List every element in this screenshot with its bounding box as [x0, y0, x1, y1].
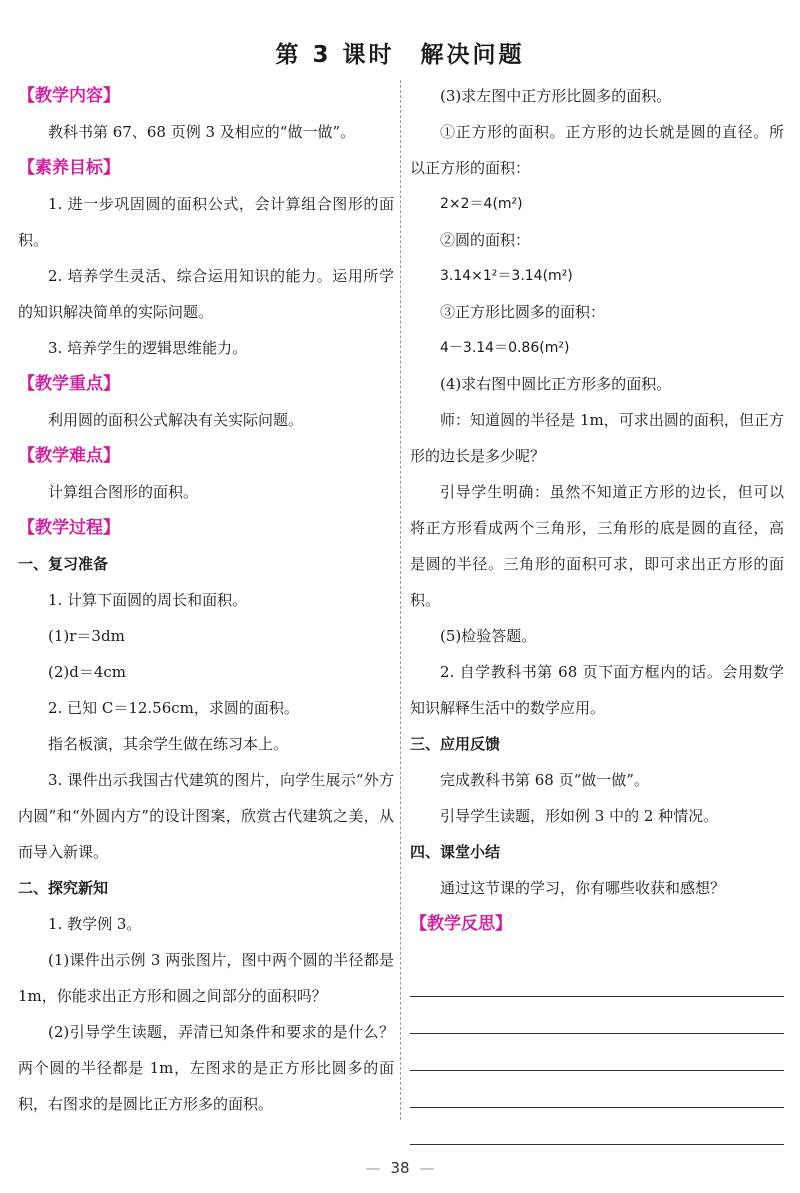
paragraph: 指名板演，其余学生做在练习本上。 [48, 735, 289, 753]
paragraph: 1. 计算下面圆的周长和面积。 [48, 591, 248, 609]
paragraph: 3. 课件出示我国古代建筑的图片，向学生展示“外方内圆”和“外圆内方”的设计图案，欣赏古代建筑之美，从而导入新课。 [18, 771, 394, 861]
paragraph: 引导学生读题，形如例 3 中的 2 种情况。 [440, 807, 719, 825]
paragraph: 2. 已知 C＝12.56cm，求圆的面积。 [48, 699, 299, 717]
goal-item: 1. 进一步巩固圆的面积公式，会计算组合图形的面积。 [18, 195, 394, 249]
page-number: 38 [390, 1159, 410, 1177]
paragraph: 1. 教学例 3。 [48, 915, 142, 933]
paragraph: 完成教科书第 68 页“做一做”。 [440, 771, 649, 789]
paragraph: 师：知道圆的半径是 1m，可求出圆的面积，但正方形的边长是多少呢？ [410, 411, 784, 465]
paragraph: 2. 自学教科书第 68 页下面方框内的话。会用数学知识解释生活中的数学应用。 [410, 663, 784, 717]
paragraph: (4)求右图中圆比正方形多的面积。 [440, 375, 672, 393]
paragraph: (2)引导学生读题，弄清已知条件和要求的是什么？两个圆的半径都是 1m，左图求的是正方形比圆多的面积，右图求的是圆比正方形多的面积。 [18, 1023, 394, 1113]
page-footer [0, 1159, 800, 1177]
paragraph: ①正方形的面积。正方形的边长就是圆的直径。所以正方形的面积： [410, 123, 784, 177]
subsection-title: 三、应用反馈 [410, 735, 501, 753]
writing-line[interactable] [410, 1071, 784, 1108]
footer-dash: — [365, 1159, 381, 1177]
key-text: 利用圆的面积公式解决有关实际问题。 [48, 411, 304, 429]
paragraph: 引导学生明确：虽然不知道正方形的边长，但可以将正方形看成两个三角形，三角形的底是圆的直径，高是圆的半径。三角形的面积可求，即可求出正方形的面积。 [410, 483, 784, 609]
formula: 4－3.14＝0.86(m²) [440, 340, 570, 356]
writing-line[interactable] [410, 1108, 784, 1145]
section-heading-goals: 【素养目标】 [18, 158, 120, 178]
section-heading-difficulty: 【教学难点】 [18, 446, 120, 466]
goal-item: 3. 培养学生的逻辑思维能力。 [48, 339, 248, 357]
footer-dash: — [419, 1159, 435, 1177]
page-title: 第 3 课时 解决问题 [275, 42, 525, 68]
goal-item: 2. 培养学生灵活、综合运用知识的能力。运用所学的知识解决简单的实际问题。 [18, 267, 394, 321]
paragraph: (3)求左图中正方形比圆多的面积。 [440, 87, 672, 105]
writing-line[interactable] [410, 1034, 784, 1071]
paragraph: 通过这节课的学习，你有哪些收获和感想？ [440, 879, 726, 897]
section-heading-key: 【教学重点】 [18, 374, 120, 394]
left-column [18, 78, 394, 1122]
paragraph: (5)检验答题。 [440, 627, 537, 645]
formula: 2×2＝4(m²) [440, 196, 523, 212]
writing-line[interactable] [410, 960, 784, 997]
column-divider [400, 80, 401, 1120]
paragraph: ②圆的面积： [440, 231, 531, 249]
difficulty-text: 计算组合图形的面积。 [48, 483, 199, 501]
subsection-title: 一、复习准备 [18, 555, 109, 573]
formula: 3.14×1²＝3.14(m²) [440, 268, 573, 284]
subsection-title: 四、课堂小结 [410, 843, 501, 861]
right-column [410, 78, 784, 1145]
paragraph: (2)d＝4cm [48, 663, 127, 681]
paragraph: (1)r＝3dm [48, 627, 125, 645]
paragraph: ③正方形比圆多的面积： [440, 303, 606, 321]
content-text: 教科书第 67、68 页例 3 及相应的“做一做”。 [48, 123, 356, 141]
section-heading-reflection: 【教学反思】 [410, 914, 512, 934]
section-heading-content: 【教学内容】 [18, 86, 120, 106]
paragraph: (1)课件出示例 3 两张图片，图中两个圆的半径都是 1m，你能求出正方形和圆之间部分的面积吗？ [18, 951, 394, 1005]
reflection-writing-lines [410, 960, 784, 1145]
writing-line[interactable] [410, 997, 784, 1034]
subsection-title: 二、探究新知 [18, 879, 109, 897]
section-heading-process: 【教学过程】 [18, 518, 120, 538]
